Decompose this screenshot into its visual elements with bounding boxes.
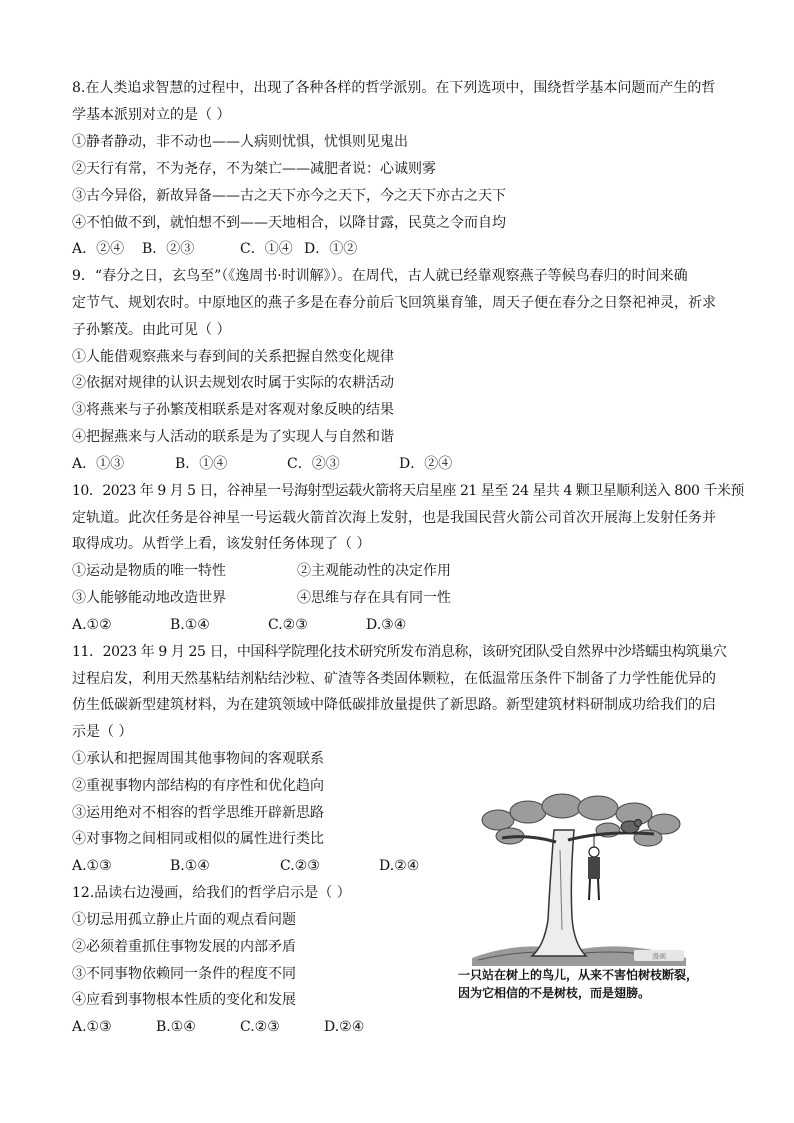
q12-option-2: ②必须着重抓住事物发展的内部矛盾 [72,939,296,955]
q8-choice-b: B．②③ [142,241,195,257]
q8-choices [72,240,392,258]
q11-stem-line1: 11．2023 年 9 月 25 日，中国科学院理化技术研究所发布消息称，该研究团队受自然界中沙塔蠕虫构筑巢穴 [72,644,727,660]
q9-choice-d: D．②④ [399,456,453,472]
q9-choice-b: B．①④ [175,456,228,472]
q10-option-2: ②主观能动性的决定作用 [297,563,451,579]
q12-choice-c: C.②③ [240,1019,280,1035]
q11-option-1: ①承认和把握周围其他事物间的客观联系 [72,751,324,767]
q9-stem-line3: 子孙繁茂。由此可见（ ） [72,322,231,338]
q12-choice-b: B.①④ [156,1019,196,1035]
q10-option-1: ①运动是物质的唯一特性 [72,563,226,579]
q10-stem-line3: 取得成功。从哲学上看，该发射任务体现了（ ） [72,536,371,552]
q8-choice-d: D．①② [304,241,358,257]
q10-choice-d: D.③④ [366,617,407,633]
q9-choice-a: A．①③ [72,456,125,472]
q9-option-4: ④把握燕来与人活动的联系是为了实现人与自然和谐 [72,429,394,445]
cartoon-caption: 一只站在树上的鸟儿，从来不害怕树枝断裂，因为它相信的不是树枝，而是翅膀。 [458,968,699,1000]
q8-option-4: ④不怕做不到，就怕想不到——天地相合，以降甘露，民莫之令而自均 [72,215,506,231]
q12-choices [72,1018,382,1036]
q8-choice-a: A．②④ [72,241,125,257]
q10-stem-line1: 10．2023 年 9 月 5 日，谷神星一号海射型运载火箭将天启星座 21 星至 24 星共 4 颗卫星顺利送入 800 千米预 [72,483,744,499]
q11-option-4: ④对事物之间相同或相似的属性进行类比 [72,831,324,847]
q11-stem-line3: 仿生低碳新型建筑材料，为在建筑领域中降低碳排放量提供了新思路。新型建筑材料研制成功给我们的启 [72,697,716,713]
q8-option-3: ③古今异俗，新故异备——古之天下亦今之天下，今之天下亦古之天下 [72,188,506,204]
q10-choice-b: B.①④ [170,617,210,633]
q11-stem-line4: 示是（ ） [72,724,133,740]
q10-choice-a: A.①② [72,617,112,633]
q12-choice-a: A.①③ [72,1019,112,1035]
q11-choice-c: C.②③ [280,858,320,874]
q8-option-2: ②天行有常，不为尧存，不为桀亡——减肥者说：心诚则雾 [72,161,436,177]
q11-choice-d: D.②④ [379,858,420,874]
q8-choice-c: C．①④ [240,241,293,257]
q12-option-3: ③不同事物依赖同一条件的程度不同 [72,966,296,982]
q12-option-4: ④应看到事物根本性质的变化和发展 [72,992,296,1008]
q11-option-2: ②重视事物内部结构的有序性和优化趋向 [72,778,324,794]
q9-choices [72,455,472,473]
q11-choice-a: A.①③ [72,858,112,874]
q9-choice-c: C．②③ [287,456,340,472]
q10-choices [72,616,432,634]
q10-option-4: ④思维与存在具有同一性 [297,590,451,606]
q11-choice-b: B.①④ [170,858,210,874]
q9-stem-line2: 定节气、规划农时。中原地区的燕子多是在春分前后飞回筑巢育雏，周天子便在春分之日祭祀神灵，祈求 [72,295,716,311]
q9-option-2: ②依据对规律的认识去规划农时属于实际的农耕活动 [72,375,394,391]
q10-choice-c: C.②③ [268,617,308,633]
q10-option-3: ③人能够能动地改造世界 [72,590,226,606]
q11-choices [72,857,442,875]
q12-choice-d: D.②④ [324,1019,365,1035]
q10-stem-line2: 定轨道。此次任务是谷神星一号运载火箭首次海上发射，也是我国民营火箭公司首次开展海上发射任务并 [72,510,716,526]
q9-option-1: ①人能借观察燕来与春到间的关系把握自然变化规律 [72,349,394,365]
q12-stem-line1: 12.品读右边漫画，给我们的哲学启示是（ ） [72,885,351,901]
q8-stem-line2: 学基本派别对立的是（ ） [72,107,231,123]
q12-option-1: ①切忌用孤立静止片面的观点看问题 [72,912,296,928]
q11-stem-line2: 过程启发，利用天然基粘结剂粘结沙粒、矿渣等各类固体颗粒，在低温常压条件下制备了力学性能优异的 [72,671,716,687]
cartoon-watermark: 漫画 [652,952,666,961]
q8-option-1: ①静者静动，非不动也——人病则忧惧，忧惧则见鬼出 [72,134,408,150]
q11-option-3: ③运用绝对不相容的哲学思维开辟新思路 [72,805,324,821]
q9-option-3: ③将燕来与子孙繁茂相联系是对客观对象反映的结果 [72,402,394,418]
q9-stem-line1: 9．“春分之日，玄鸟至”（《逸周书·时训解》）。在周代，古人就已经靠观察燕子等候鸟春归的时间来确 [72,268,688,284]
q8-stem-line1: 8.在人类追求智慧的过程中，出现了各种各样的哲学派别。在下列选项中，围绕哲学基本问题而产生的哲 [72,80,716,96]
